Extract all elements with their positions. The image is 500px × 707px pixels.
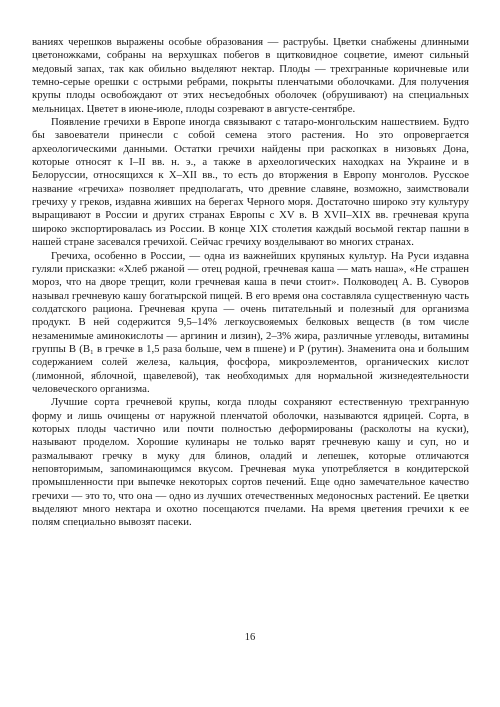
body-text	[32, 36, 469, 530]
paragraph: Появление гречихи в Европе иногда связывают с татаро-монгольским нашествием. Будто бы завоеватели принесли с собой семена этого растения. Но это опровергается археологическими данными. Остатки гречихи найдены при раскопках в низовьях Дона, которые относят к I–II вв. н. э., а также в археологических находках на Украине и в Белоруссии, относящихся к X–XII вв., то есть до вторжения в Европу монголов. Русское название «гречиха» позволяет предполагать, что древние славяне, возможно, заимствовали гречиху у греков, издавна живших на берегах Черного моря. Достаточно широко эту культуру выращивают в России и других странах Европы с XV в. В XVII–XIX вв. гречневая крупа широко экспортировалась из России. В конце XIX столетия каждый восьмой гектар пашни в нашей стране засевался гречихой. Сейчас гречиху возделывают во многих странах.	[32, 116, 469, 249]
paragraph: ваниях черешков выражены особые образования — раструбы. Цветки снабжены длинными цветоножками, собраны на верхушках побегов в щитковидное соцветие, имеют сильный медовый запах, так как обильно выделяют нектар. Плоды — трехгранные коричневые или темно-серые орешки с острыми ребрами, покрыты пленчатыми оболочками. Для получения крупы плоды освобождают от этих несъедобных оболочек (обрушивают) на специальных мельницах. Цветет в июне-июле, плоды созревают в августе-сентябре.	[32, 36, 469, 115]
paragraph: Гречиха, особенно в России, — одна из важнейших крупяных культур. На Руси издавна гуляли присказки: «Хлеб ржаной — отец родной, гречневая каша — мать наша», «Не страшен мороз, что на дворе трещит, коли гречневая каша в печи стоит». Полководец А. В. Суворов называл гречневую кашу богатырской пищей. В его время она составляла существенную часть солдатского рациона. Гречневая крупа — очень питательный и полезный для организма продукт. В ней содержится 9,5–14% легкоусвояемых белковых веществ (в том числе незаменимые аминокислоты — аргинин и лизин), 2–3% жира, различные углеводы, витамины группы В (В₁ в гречке в 1,5 раза больше, чем в пшене) и Р (рутин). Знаменита она и большим содержанием солей железа, кальция, фосфора, микроэлементов, органических кислот (лимонной, яблочной, щавелевой), так необходимых для нормальной жизнедеятельности человеческого организма.	[32, 249, 469, 395]
paragraph: Лучшие сорта гречневой крупы, когда плоды сохраняют естественную трехгранную форму и лишь очищены от наружной пленчатой оболочки, называются ядрицей. Сорта, в которых плоды частично или почти полностью деформированы (расколоты на куски), называют проделом. Хорошие кулинары не только варят гречневую кашу и суп, но и размалывают гречку в муку для блинов, оладий и лепешек, которые отличаются неповторимым, запоминающимся вкусом. Гречневая мука употребляется в кондитерской промышленности при выпечке некоторых сортов печений. Еще одно замечательное качество гречихи — это то, что она — одно из лучших отечественных медоносных растений. Ее цветки выделяют много нектара и охотно посещаются пчелами. На время цветения гречихи к ее полям специально вывозят пасеки.	[32, 396, 469, 529]
page-number: 16	[244, 632, 256, 643]
